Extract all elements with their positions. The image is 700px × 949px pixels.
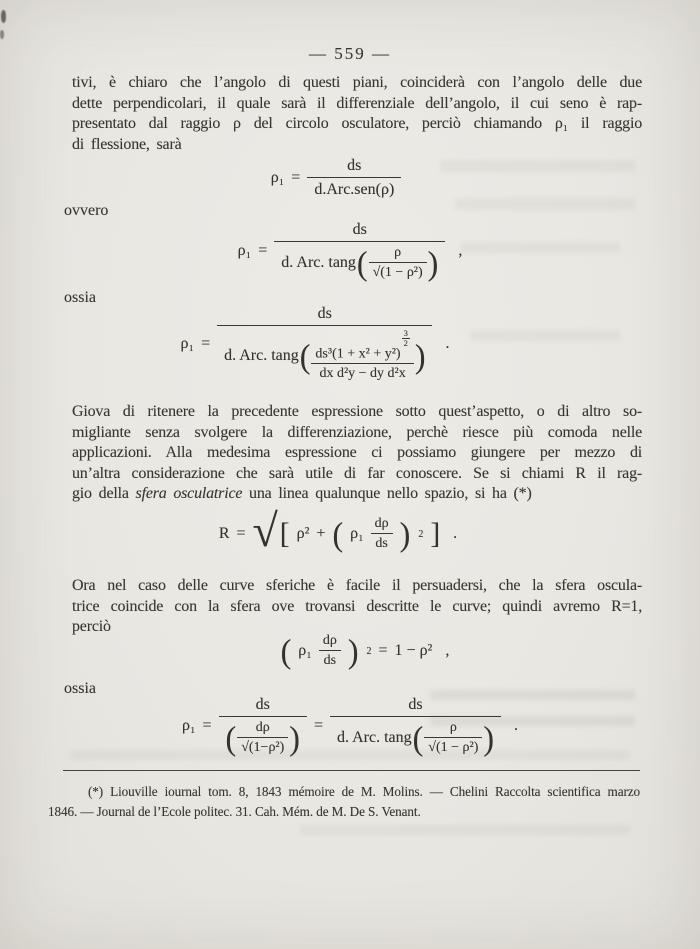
punctuation: , <box>445 642 450 659</box>
math-rho1: ρ₁ <box>180 334 195 352</box>
denominator: √(1−ρ²) <box>237 737 288 756</box>
numerator: ds <box>352 221 367 238</box>
function-name: d. Arc. tang <box>281 254 356 271</box>
denominator: d.Arc.sen(ρ) <box>307 177 401 199</box>
numerator: ρ <box>449 720 457 735</box>
exponent-two: 2 <box>366 645 372 657</box>
text-run: una linea qualunque nello spazio, si ha (*) <box>242 485 532 503</box>
formula-final-double <box>0 696 700 756</box>
inner-fraction <box>311 329 413 382</box>
numerator: ds <box>347 157 362 174</box>
math-rho1: ρ₁ <box>270 169 285 186</box>
paragraph-1 <box>72 73 642 155</box>
denominator: ds <box>319 650 341 669</box>
math-R: R <box>218 525 230 542</box>
punctuation: . <box>514 717 519 734</box>
bleedthrough-smudge <box>300 825 630 835</box>
text-line <box>72 484 642 505</box>
denominator: ds <box>371 533 393 552</box>
numerator: ds <box>408 696 423 713</box>
plus-sign: + <box>316 525 326 542</box>
fraction <box>330 696 501 756</box>
denominator: √(1 − ρ²) <box>369 262 427 281</box>
footnote <box>48 782 640 822</box>
formula-arctang-cartesian <box>0 305 665 382</box>
text-line: dette perpendicolari, il quale sarà il differenziale dell’angolo, il cui seno è rap- <box>72 94 642 112</box>
punctuation: . <box>445 334 450 352</box>
scan-speck <box>1 10 6 23</box>
text-line: trice coincide con la sfera ove trovansi descritte le curve; quindi avremo R=1, <box>72 597 642 615</box>
equals-sign: = <box>291 169 301 186</box>
exponent-two: 2 <box>418 528 424 540</box>
text-line: tivi, è chiaro che l’angolo di questi piani, coinciderà con l’angolo delle due <box>72 74 642 91</box>
text-line: presentato dal raggio ρ del circolo osculatore, perciò chiamando ρ₁ il raggio <box>72 115 642 133</box>
equals-sign: = <box>258 242 268 259</box>
denominator: d. Arc. tang ( $\frac{\rho}{\text{√(1 − ρ²)}}$ ) <box>274 241 445 281</box>
inner-fraction <box>319 633 341 669</box>
equals-sign: = <box>201 334 211 352</box>
numerator: ρ <box>394 245 402 260</box>
formula-arcsen <box>0 157 686 199</box>
inner-fraction <box>237 720 288 756</box>
inner-fraction <box>369 245 427 281</box>
connector-ossia: ossia <box>64 680 96 697</box>
fraction <box>217 305 432 382</box>
exponent-three-halves: $\frac{3}{2}$ <box>403 328 408 349</box>
math-rhs: 1 − ρ² <box>394 642 433 659</box>
denominator: d. Arc. tang ( $\frac{\rho}{\text{√(1 − ρ²)}}$ ) <box>330 716 501 756</box>
text-line: Giova di ritenere la precedente espressione sotto quest’aspetto, o di altro so- <box>72 403 642 420</box>
numerator <box>311 329 413 363</box>
numerator: dρ <box>322 633 337 648</box>
math-rho1: ρ₁ <box>298 642 312 659</box>
formula-arctang-rho <box>0 221 700 281</box>
function-name: d. Arc. tang <box>336 729 412 746</box>
text-line: di flessione, sarà <box>72 135 182 153</box>
connector-ossia: ossia <box>64 289 96 306</box>
text-line: perciò <box>72 618 111 636</box>
formula-sphere-condition: ( ρ₁ $\frac{d\rho}{ds}$ ) 2 = 1 − ρ² , <box>280 632 450 670</box>
paragraph-3 <box>72 576 642 638</box>
math-rho1: ρ₁ <box>181 717 196 734</box>
denominator: dx d²y − dy d²x <box>311 363 413 382</box>
text-line: un’altra considerazione che sarà utile di far conoscere. Se si chiami R il rag- <box>72 464 642 482</box>
bleedthrough-smudge <box>455 198 635 210</box>
equals-sign: = <box>313 717 323 734</box>
math-rho1: ρ₁ <box>350 525 364 542</box>
numerator: dρ <box>255 720 270 735</box>
punctuation: . <box>453 525 458 542</box>
fraction <box>219 696 307 756</box>
text-line: migliante senza svolgere la differenziazione, perchè riesce più comoda nelle <box>72 423 642 441</box>
footnote-line: 1846. — Journal de l’Ecole politec. 31. Cah. Mém. de M. De S. Venant. <box>48 804 421 819</box>
denominator: ( $\frac{d\rho}{\text{√(1−ρ²)}}$ ) <box>219 716 307 756</box>
footnote-line: (*) Liouville iournal tom. 8, 1843 mémoire de M. Molins. — Chelini Raccolta scientifica marzo <box>88 784 640 799</box>
equals-sign: = <box>378 642 388 659</box>
math-rho-squared: ρ² <box>296 525 310 542</box>
fraction <box>307 157 401 199</box>
math-expression: ds³(1 + x² + y²) <box>315 346 401 362</box>
text-line: applicazioni. Alla medesima espressione ci possiamo giungere per mezzo di <box>72 444 642 462</box>
math-rho1: ρ₁ <box>237 242 252 259</box>
equals-sign: = <box>202 717 212 734</box>
text-line: Ora nel caso delle curve sferiche è facile il persuadersi, che la sfera oscula- <box>72 577 642 594</box>
denominator: √(1 − ρ²) <box>424 737 482 756</box>
connector-ovvero: ovvero <box>64 202 109 219</box>
fraction <box>274 221 445 281</box>
punctuation: , <box>458 242 463 259</box>
paragraph-2 <box>72 402 642 505</box>
denominator: d. Arc. tang ( ds³(1 + x² + y²) $\frac{3}{2}$ dx d²y − dy d²x ) <box>217 325 432 382</box>
page-number: — 559 — <box>309 44 391 63</box>
scan-speck <box>0 30 4 39</box>
equals-sign: = <box>236 525 246 542</box>
numerator: dρ <box>374 516 389 531</box>
inner-fraction <box>371 516 393 552</box>
formula-osculating-sphere-radius: R = √ [ ρ² + ( ρ₁ $\frac{d\rho}{ds}$ ) 2 ] . <box>218 505 458 556</box>
numerator: ds <box>317 305 332 322</box>
footnote-rule <box>63 770 640 771</box>
function-name: d. Arc. tang <box>224 346 299 364</box>
text-run: gio della <box>72 485 136 503</box>
inner-fraction <box>424 720 482 756</box>
italic-term-sfera-osculatrice: sfera osculatrice <box>135 485 243 503</box>
numerator: ds <box>255 696 270 713</box>
